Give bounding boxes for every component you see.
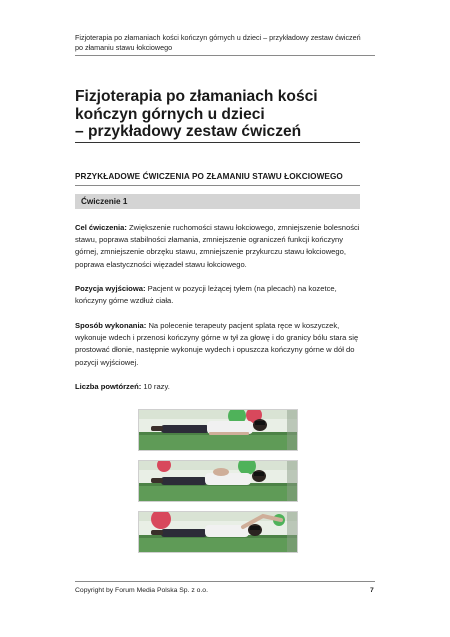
title-rule [75,142,360,143]
method-label: Sposób wykonania: [75,321,147,330]
page-title-line1: Fizjoterapia po złamaniach kości [75,88,318,105]
start-position-paragraph [75,283,363,307]
running-header-line2: po złamaniu stawu łokciowego [75,42,173,52]
repetitions-text: 10 razy. [143,382,170,391]
page-title [75,88,375,141]
goal-paragraph [75,222,363,271]
exercise-label: Ćwiczenie 1 [81,197,128,206]
running-header-line1: Fizjoterapia po złamaniach kości kończyn górnych u dzieci – przykładowy zestaw ćwiczeń [75,33,361,42]
footer-rule [75,581,375,582]
footer-copyright: Copyright by Forum Media Polska Sp. z o.o. [75,587,208,594]
goal-label: Cel ćwiczenia: [75,223,127,232]
section-rule [75,185,360,186]
photo-lying-arms-down [138,409,298,451]
repetitions-label: Liczba powtórzeń: [75,382,142,391]
start-position-label: Pozycja wyjściowa: [75,284,146,293]
header-rule [75,55,375,56]
method-text: Na polecenie terapeuty pacjent splata ręce w koszyczek, wykonuje wdech i przenosi kończyny górne w tył za głowę i do granicy bólu stara się prostować dłonie, następnie wykonuje wydech i opuszcza kończyny górne w dół do pozycji wyjściowej. [75,321,359,367]
page-number: 7 [370,587,374,594]
photo-hands-clasped [138,460,298,502]
repetitions-paragraph [75,381,363,393]
running-header [75,33,375,52]
section-heading: PRZYKŁADOWE ĆWICZENIA PO ZŁAMANIU STAWU ŁOKCIOWEGO [75,172,343,181]
goal-text: Zwiększenie ruchomości stawu łokciowego, zmniejszenie bolesności stawu, poprawa stabilności złamania, zmniejszenie ograniczeń funkcji kończyny górnej, zmniejszenie obrzęku stawu, zmniejszenie przykurczu stawu łokciowego, poprawa elastyczności więzadeł stawu łokciowego. [75,223,360,269]
exercise-heading-band [75,194,360,209]
method-paragraph [75,320,363,369]
page-title-line2: kończyn górnych u dzieci [75,105,265,123]
page-title-line3: – przykładowy zestaw ćwiczeń [75,123,302,141]
photo-arms-overhead [138,511,298,553]
start-position-text: Pacjent w pozycji leżącej tyłem (na plecach) na kozetce, kończyny górne wzdłuż ciała. [75,284,337,306]
